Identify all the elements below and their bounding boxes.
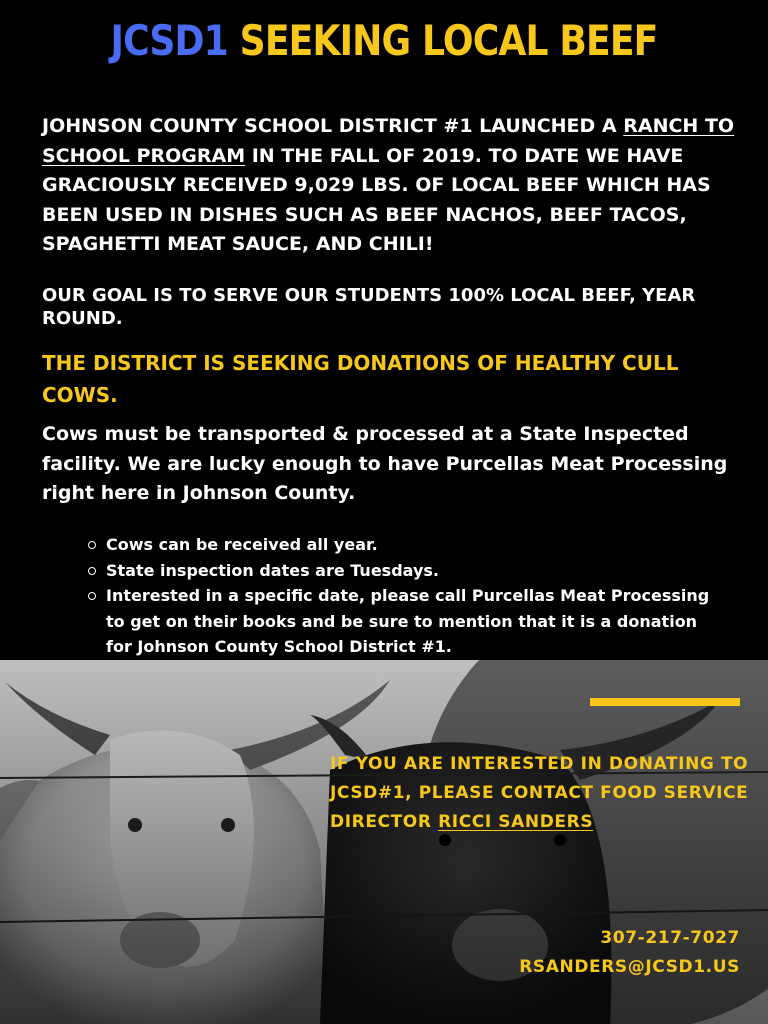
- list-item-text: Cows can be received all year.: [106, 535, 378, 554]
- info-list: [86, 532, 726, 660]
- page-title: [54, 16, 714, 65]
- cta-text: IF YOU ARE INTERESTED IN DONATING TO JCSD#1, PLEASE CONTACT FOOD SERVICE DIRECTOR: [330, 754, 749, 832]
- phone-number[interactable]: 307-217-7027: [600, 928, 740, 948]
- goal-paragraph: OUR GOAL IS TO SERVE OUR STUDENTS 100% LOCAL BEEF, YEAR ROUND.: [42, 285, 696, 329]
- email-address[interactable]: RSANDERS@JCSD1.US: [519, 957, 740, 977]
- ranch-to-school-link[interactable]: RANCH TO SCHOOL PROGRAM: [42, 115, 735, 167]
- accent-bar: [590, 698, 740, 706]
- title-seeking-local-beef: SEEKING LOCAL BEEF: [239, 16, 658, 65]
- title-jcsd1: JCSD1: [110, 16, 228, 65]
- bullet-icon: [88, 592, 96, 600]
- intro-rest: IN THE FALL OF 2019. TO DATE WE HAVE GRACIOUSLY RECEIVED 9,029 LBS. OF LOCAL BEEF WHICH HAS BEEN USED IN DISHES SUCH AS BEEF NACHOS, BEEF TACOS, SPAGHETTI MEAT SAUCE, AND CHILI!: [42, 144, 711, 255]
- director-name-link[interactable]: RICCI SANDERS: [438, 812, 594, 832]
- intro-paragraph: [42, 112, 742, 260]
- list-item: [86, 583, 726, 660]
- list-item: [86, 558, 726, 584]
- list-item: [86, 532, 726, 558]
- bullet-icon: [88, 567, 96, 575]
- seeking-heading: THE DISTRICT IS SEEKING DONATIONS OF HEALTHY CULL COWS.: [42, 351, 679, 407]
- list-item-text: Interested in a specific date, please call Purcellas Meat Processing to get on their books and be sure to mention that it is a donation for Johnson County School District #1.: [106, 586, 710, 656]
- contact-info: [519, 924, 740, 982]
- intro-lead: JOHNSON COUNTY SCHOOL DISTRICT #1 LAUNCHED A: [42, 115, 624, 137]
- contact-call-to-action: [330, 750, 750, 837]
- bullet-icon: [88, 541, 96, 549]
- requirements-paragraph: Cows must be transported & processed at a State Inspected facility. We are lucky enough to have Purcellas Meat Processing right here in Johnson County.: [42, 423, 728, 504]
- list-item-text: State inspection dates are Tuesdays.: [106, 560, 439, 580]
